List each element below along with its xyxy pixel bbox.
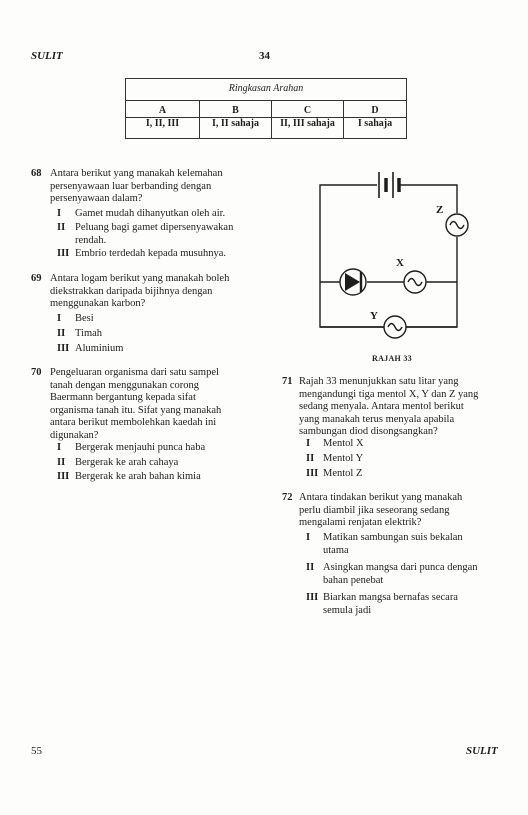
statement-text: Aluminium <box>75 343 124 354</box>
answer-key-summary-table <box>125 78 407 139</box>
summary-col-letter-b: B <box>200 101 272 118</box>
question-stem-line: Rajah 33 menunjukkan satu litar yang <box>299 376 459 387</box>
question-stem <box>50 367 256 442</box>
question-stem-line: mengalami renjatan elektrik? <box>299 517 422 528</box>
roman-numeral: III <box>306 592 319 603</box>
summary-col-option-a: I, II, III <box>126 118 200 139</box>
question-stem-line: Pengeluaran organisma dari satu sampel <box>50 367 219 378</box>
question-stem-line: sedang menyala. Antara mentol berikut <box>299 401 464 412</box>
statement-text: Mentol X <box>323 438 364 449</box>
statement-text: Gamet mudah dihanyutkan oleh air. <box>75 208 226 219</box>
statement-text <box>323 562 505 587</box>
statement-text <box>75 222 233 247</box>
question-stem-line: menggunakan karbon? <box>50 298 146 309</box>
statement-text-line: Matikan sambungan suis bekalan <box>323 532 463 543</box>
roman-numeral: III <box>57 471 70 482</box>
statement-text: Mentol Z <box>323 468 363 479</box>
roman-numeral: II <box>306 453 315 464</box>
summary-col-option-c: II, III sahaja <box>272 118 344 139</box>
circuit-wire-top-right <box>399 185 457 213</box>
figure-caption: RAJAH 33 <box>372 354 412 363</box>
question-stem-line: Antara berikut yang manakah kelemahan <box>50 168 223 179</box>
roman-numeral: I <box>306 438 311 449</box>
statement-text <box>323 532 505 557</box>
page-number: 34 <box>259 50 270 62</box>
circuit-wire-left <box>320 185 400 327</box>
bulb-z-label: Z <box>436 204 444 216</box>
header-confidential-label: SULIT <box>31 50 63 62</box>
statement-text: Bergerak menjauhi punca haba <box>75 442 206 453</box>
summary-table-caption: Ringkasan Arahan <box>126 79 407 101</box>
statement-text: Bergerak ke arah cahaya <box>75 457 179 468</box>
battery-icon <box>379 172 399 198</box>
statement-text: Timah <box>75 328 103 339</box>
roman-numeral: III <box>306 468 319 479</box>
footer-code: 55 <box>31 745 42 757</box>
question-number: 71 <box>282 376 293 387</box>
question-stem-line: yang manakah terus menyala apabila <box>299 413 455 425</box>
summary-col-option-d: I sahaja <box>344 118 407 139</box>
statement-text-line: bahan penebat <box>323 574 384 586</box>
summary-col-letter-c: C <box>272 101 344 118</box>
roman-numeral: II <box>57 457 66 468</box>
question-stem-line: Baermann bergantung kepada sifat <box>50 392 196 403</box>
statement-text <box>323 592 505 617</box>
bulb-z-icon <box>446 214 468 236</box>
bulb-y-label: Y <box>370 310 378 322</box>
statement-text-line: rendah. <box>75 234 107 246</box>
roman-numeral: II <box>57 328 66 339</box>
roman-numeral: II <box>306 562 315 573</box>
question-stem-line: antara berikut membolehkan kaedah ini <box>50 417 217 428</box>
bulb-x-icon <box>404 271 426 293</box>
question-stem-line: mengandungi tiga mentol X, Y dan Z yang <box>299 388 479 400</box>
roman-numeral: III <box>57 343 70 354</box>
question-number: 70 <box>31 367 42 378</box>
question-stem-line: Antara logam berikut yang manakah boleh <box>50 273 230 284</box>
summary-col-letter-d: D <box>344 101 407 118</box>
roman-numeral: I <box>306 532 311 543</box>
question-number: 69 <box>31 273 42 284</box>
statement-text-line: Peluang bagi gamet dipersenyawakan <box>75 222 234 233</box>
statement-text: Bergerak ke arah bahan kimia <box>75 471 201 482</box>
question-stem <box>50 168 256 206</box>
question-69 <box>31 273 261 358</box>
question-stem-line: persenyawaan luar berbanding dengan <box>50 180 212 192</box>
bulb-x-label: X <box>396 257 404 269</box>
summary-col-option-b: I, II sahaja <box>200 118 272 139</box>
question-stem <box>50 273 256 311</box>
question-stem-line: diekstrakkan daripada bijihnya dengan <box>50 285 213 297</box>
roman-numeral: III <box>57 248 70 259</box>
statement-text: Embrio terdedah kepada musuhnya. <box>75 248 227 259</box>
question-stem-line: tanah dengan menggunakan corong <box>50 379 199 391</box>
bulb-y-icon <box>384 316 406 338</box>
statement-text-line: utama <box>323 544 349 556</box>
question-70 <box>31 367 261 487</box>
statement-text: Mentol Y <box>323 453 364 464</box>
question-72 <box>282 492 512 622</box>
statement-text-line: Biarkan mangsa bernafas secara <box>323 592 458 603</box>
question-number: 72 <box>282 492 293 503</box>
question-stem-line: persenyawaan dalam? <box>50 193 143 204</box>
question-71 <box>282 376 512 486</box>
question-68 <box>31 168 261 268</box>
roman-numeral: I <box>57 208 62 219</box>
circuit-diagram <box>300 165 480 350</box>
question-number: 68 <box>31 168 42 179</box>
question-stem-line: sambungan diod disongsangkan? <box>299 426 438 437</box>
footer-confidential-label: SULIT <box>466 745 498 757</box>
question-stem-line: digunakan? <box>50 429 99 441</box>
diode-icon <box>340 269 366 295</box>
question-stem-line: perlu diambil jika seseorang sedang <box>299 504 450 516</box>
question-stem <box>299 492 505 530</box>
roman-numeral: I <box>57 442 62 453</box>
question-stem-line: Antara tindakan berikut yang manakah <box>299 492 463 503</box>
roman-numeral: I <box>57 313 62 324</box>
roman-numeral: II <box>57 222 66 233</box>
statement-text-line: semula jadi <box>323 604 372 616</box>
question-stem <box>299 376 505 439</box>
statement-text: Besi <box>75 313 94 324</box>
statement-text-line: Asingkan mangsa dari punca dengan <box>323 562 478 573</box>
question-stem-line: organisma tanah itu. Sifat yang manakah <box>50 404 222 416</box>
summary-col-letter-a: A <box>126 101 200 118</box>
